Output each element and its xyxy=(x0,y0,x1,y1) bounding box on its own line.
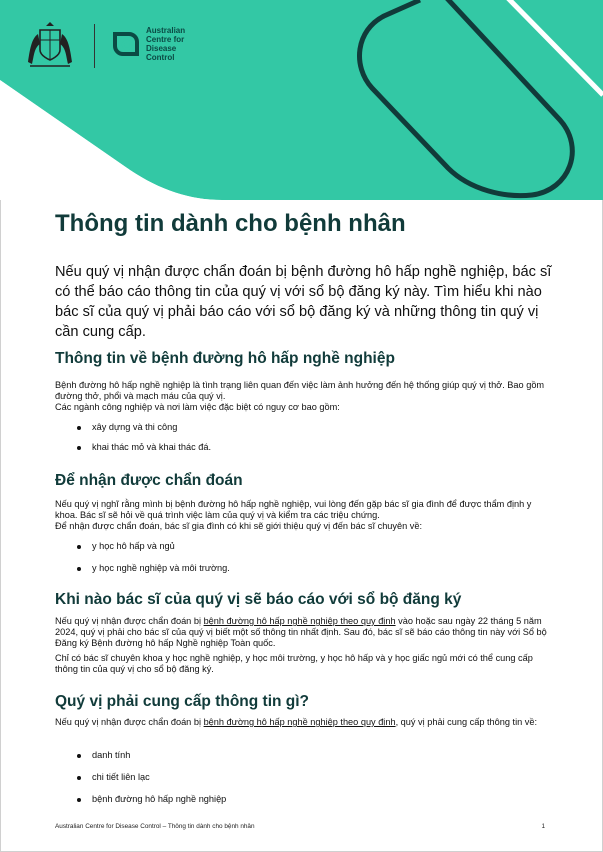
section1-paragraph-2: Các ngành công nghiệp và nơi làm việc đặc biệt có nguy cơ bao gồm: xyxy=(55,402,340,412)
text-span: Nếu quý vị nhận được chẩn đoán bị xyxy=(55,717,204,727)
list-item: chi tiết liên lạc xyxy=(55,772,226,783)
page-number: 1 xyxy=(541,823,545,830)
list-item: y học hô hấp và ngủ xyxy=(55,541,230,552)
logo-text-line: Australian xyxy=(146,26,186,35)
section-heading-diagnosis: Để nhận được chẩn đoán xyxy=(55,472,243,489)
logo-text-line: Control xyxy=(146,53,175,62)
section-heading-reporting: Khi nào bác sĩ của quý vị sẽ báo cáo với sổ bộ đăng ký xyxy=(55,591,462,608)
section2-paragraph-1: Nếu quý vị nghĩ rằng mình bị bệnh đường hô hấp nghề nghiệp, vui lòng đến gặp bác sĩ gia đình để được thẩm định y khoa. Bác sĩ sẽ hỏi về quá trình việc làm của quý vị và kiểm tra các triệu chứng. xyxy=(55,499,532,521)
text-span: vào hoặc sau ngày 22 tháng 5 năm 2024, quý vị phải cho bác sĩ của quý vị biết một số thông tin nhất định. Sau đó, bác sĩ sẽ báo cáo thông tin này với Sổ bộ Đăng ký Bệnh đường hô hấp Nghề nghiệp Toàn quốc. xyxy=(55,616,547,649)
logo-text-line: Disease xyxy=(146,44,177,53)
intro-paragraph: Nếu quý vị nhận được chẩn đoán bị bệnh đường hô hấp nghề nghiệp, bác sĩ có thể báo cáo thông tin của quý vị với sổ bộ đăng ký này. Tìm hiểu khi nào bác sĩ của quý vị phải báo cáo với sổ bộ đăng ký và những thông tin quý vị cần cung cấp. xyxy=(55,264,552,340)
coat-of-arms-icon xyxy=(22,22,78,68)
list-item: khai thác mỏ và khai thác đá. xyxy=(55,442,211,453)
regulated-disease-link[interactable]: bệnh đường hô hấp nghề nghiệp theo quy định xyxy=(203,616,396,626)
list-item: danh tính xyxy=(55,750,226,761)
text-span: , quý vị phải cung cấp thông tin về: xyxy=(395,717,538,727)
list-item: y học nghề nghiệp và môi trường. xyxy=(55,563,230,574)
section-heading-information: Quý vị phải cung cấp thông tin gì? xyxy=(55,693,310,710)
list-item: bệnh đường hô hấp nghề nghiệp xyxy=(55,794,226,805)
section3-paragraph-1 xyxy=(55,616,555,650)
acdc-logo-text xyxy=(146,26,216,62)
section2-paragraph-2: Để nhận được chẩn đoán, bác sĩ gia đình có khi sẽ giới thiệu quý vị đến bác sĩ chuyên về: xyxy=(55,521,423,531)
section1-bullet-list xyxy=(55,422,211,453)
page-title: Thông tin dành cho bệnh nhân xyxy=(55,210,406,237)
regulated-disease-link[interactable]: bệnh đường hô hấp nghề nghiệp theo quy định xyxy=(203,717,396,727)
header-band xyxy=(0,0,603,200)
section2-bullet-list xyxy=(55,541,230,574)
footer-text: Australian Centre for Disease Control – Thông tin dành cho bệnh nhân xyxy=(55,823,255,830)
logo-divider xyxy=(94,24,95,68)
text-span: Nếu quý vị nhận được chẩn đoán bị xyxy=(55,616,204,626)
section-heading-about: Thông tin về bệnh đường hô hấp nghề nghiệp xyxy=(55,350,395,367)
page-footer xyxy=(55,823,545,830)
logo-text-line: Centre for xyxy=(146,35,185,44)
section1-paragraph-1: Bệnh đường hô hấp nghề nghiệp là tình trạng liên quan đến việc làm ảnh hưởng đến hệ thống giúp quý vị thở. Bao gồm đường thở, phổi và mạch máu của quý vị. xyxy=(55,380,545,402)
section3-paragraph-2: Chỉ có bác sĩ chuyên khoa y học nghề nghiệp, y học môi trường, y học hô hấp và y học giấc ngủ mới có thể cung cấp thông tin của quý vị cho sổ bộ đăng ký. xyxy=(55,653,533,675)
list-item: xây dựng và thi công xyxy=(55,422,211,433)
acdc-logo-icon xyxy=(109,28,141,60)
section4-bullet-list xyxy=(55,750,226,805)
section4-paragraph-1 xyxy=(55,717,555,728)
